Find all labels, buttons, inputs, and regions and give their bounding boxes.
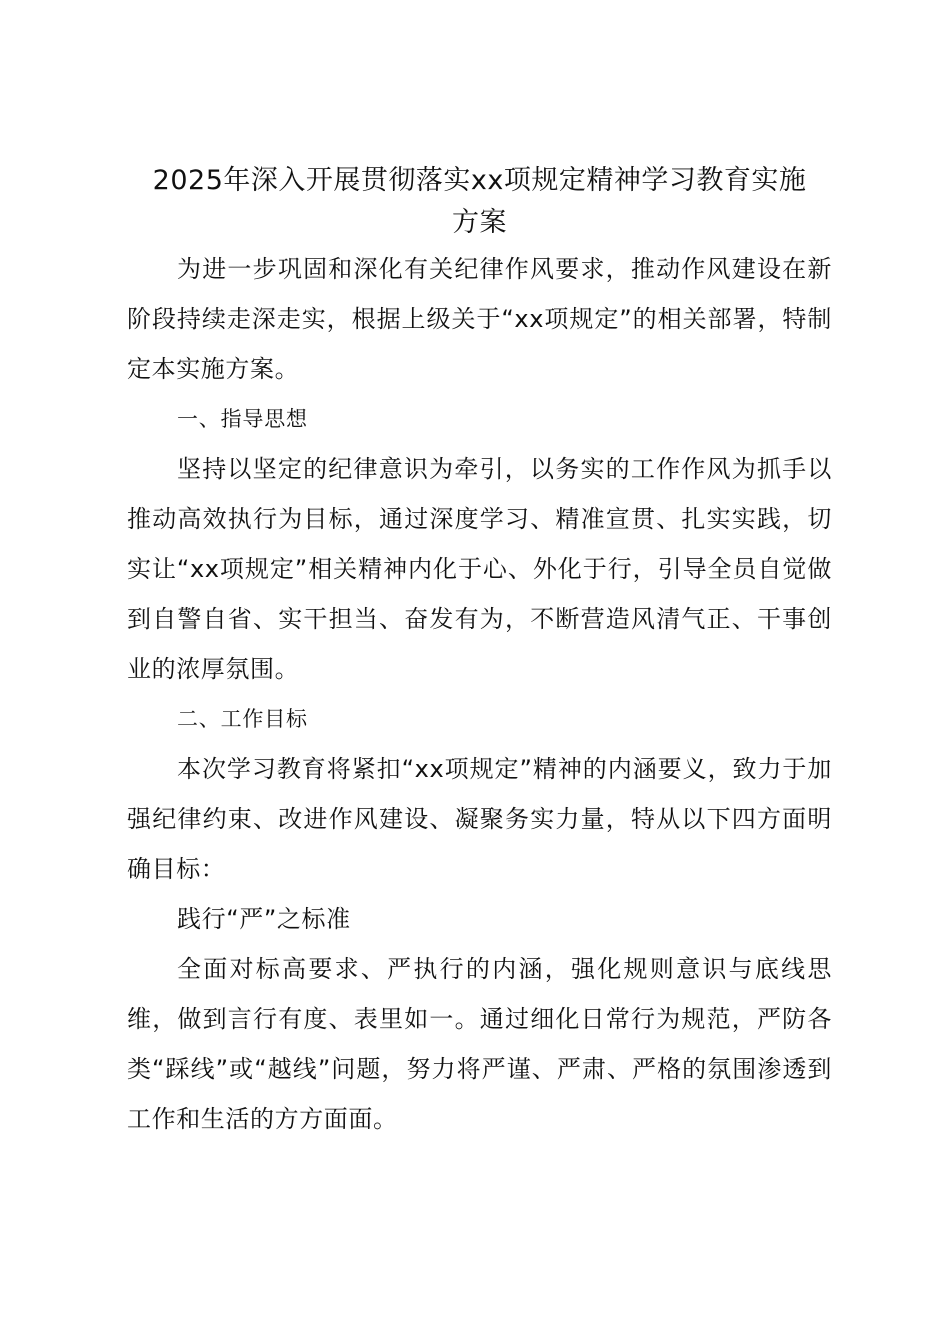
section-body-work-goals: 本次学习教育将紧扣“xx项规定”精神的内涵要义，致力于加强纪律约束、改进作风建设、凝聚务实力量，特从以下四方面明确目标： — [127, 755, 832, 883]
intro-paragraph: 为进一步巩固和深化有关纪律作风要求，推动作风建设在新阶段持续走深走实，根据上级关于“xx项规定”的相关部署，特制定本实施方案。 — [127, 255, 832, 383]
document-title-line-2: 方案 — [452, 207, 507, 238]
section-heading-work-goals: 二、工作目标 — [177, 707, 308, 731]
section-body-guiding-ideology: 坚持以坚定的纪律意识为牵引，以务实的工作作风为抓手以推动高效执行为目标，通过深度学习、精准宣贯、扎实实践，切实让“xx项规定”相关精神内化于心、外化于行，引导全员自觉做到自警自省、实干担当、奋发有为，不断营造风清气正、干事创业的浓厚氛围。 — [127, 455, 832, 683]
subsection-heading-strict-standard: 践行“严”之标准 — [177, 905, 351, 933]
document-content — [127, 160, 832, 1144]
section-heading-guiding-ideology: 一、指导思想 — [177, 407, 308, 431]
document-title — [127, 160, 832, 244]
subsection-body-strict-standard: 全面对标高要求、严执行的内涵，强化规则意识与底线思维，做到言行有度、表里如一。通过细化日常行为规范，严防各类“踩线”或“越线”问题，努力将严谨、严肃、严格的氛围渗透到工作和生活的方方面面。 — [127, 955, 832, 1133]
document-title-line-1: 2025年深入开展贯彻落实xx项规定精神学习教育实施 — [152, 165, 807, 196]
